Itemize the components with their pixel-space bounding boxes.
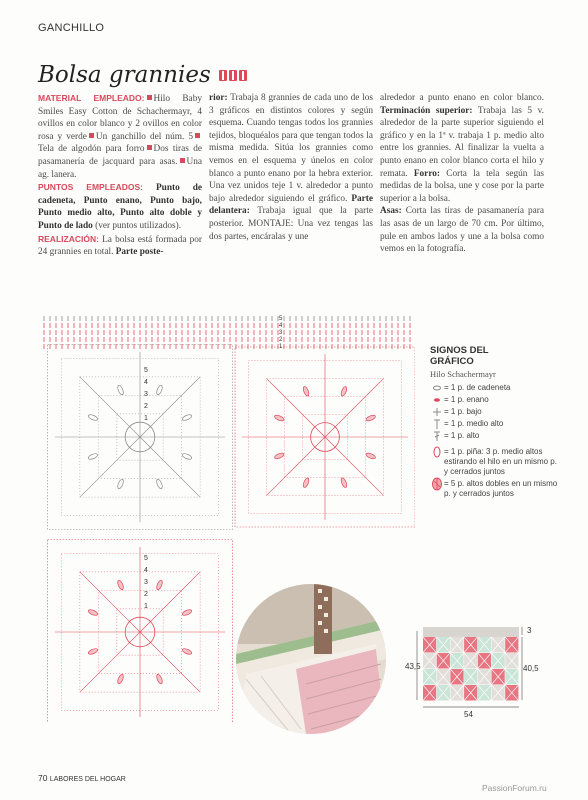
svg-text:5: 5 xyxy=(144,555,148,562)
svg-text:3: 3 xyxy=(279,330,283,336)
svg-text:3: 3 xyxy=(144,391,148,398)
legend-subtitle: Hilo Schachermayr xyxy=(430,369,496,379)
bullet-icon xyxy=(147,95,152,100)
material-text: Hilo Baby Smiles Easy Cotton de Schachermayr, 4 ovillos en color blanco y 2 ovillos en color rosa y verde xyxy=(38,94,202,142)
chain-stitch-icon xyxy=(430,383,444,393)
single-crochet-icon xyxy=(430,407,444,417)
col2-bold-1: rior: xyxy=(209,93,228,103)
bag-photo-image xyxy=(236,584,386,734)
heading-material: MATERIAL EMPLEADO: xyxy=(38,93,145,103)
double-crochet-icon xyxy=(430,431,444,441)
column-1 xyxy=(38,92,202,259)
puntos-text: Punto de cadeneta, Punto enano, Punto bajo, Punto medio alto, Punto alto doble y Punto de lado xyxy=(38,183,203,231)
watermark: PassionForum.ru xyxy=(482,783,547,793)
bullet-icon xyxy=(89,133,94,138)
page-number: 70 xyxy=(38,773,48,783)
schema-dim-top: 3 xyxy=(527,626,532,635)
col3-bold-4: Asas: xyxy=(380,206,402,217)
svg-text:4: 4 xyxy=(144,379,148,386)
column-3 xyxy=(380,92,544,256)
legend-item: = 1 p. medio alto xyxy=(430,419,560,429)
half-double-icon xyxy=(430,419,444,429)
section-label: GANCHILLO xyxy=(38,22,105,34)
legend-title-1: SIGNOS DEL xyxy=(430,345,489,356)
col2-text-1: Trabaja 8 grannies de cada uno de los 3 gráficos en distintos colores y según esquema. Cuando tengas todos los grannies tejidos, bloquéalos para que tengan todos la misma medida. Sitúa los grannies como vemos en el esquema y únelos en color blanco a punto enano por la hebra exterior. Una vez unidos teje 1 v. alrededor a punto bajo alrededor siguiendo el gráfico. xyxy=(209,93,374,204)
col3-text-2: Trabaja las 5 v. alrededor de la parte superior siguiendo el gráfico y en la 1ª v. trabaja 1 p. medio alto entre los grannies. Al finalizar la vuelta a punto enano en color blanco corta el hilo y remata. xyxy=(380,105,545,179)
bag-photo xyxy=(236,584,386,734)
col3-bold-2: Terminación superior: xyxy=(380,105,473,116)
col2-bold-2: Parte delantera: xyxy=(209,193,373,217)
realizacion-text: La bolsa está formada por 24 grannies en total. xyxy=(38,234,203,258)
material-text-4: Dos tiras de pasamanería de jacquard para asas. xyxy=(38,144,202,167)
svg-text:4: 4 xyxy=(144,567,148,574)
svg-text:1: 1 xyxy=(144,603,148,610)
legend-item: = 1 p. enano xyxy=(430,395,560,405)
heading-puntos: PUNTOS EMPLEADOS: xyxy=(38,182,143,193)
chart-top-border xyxy=(44,316,410,349)
chart-legend xyxy=(430,345,560,501)
schema-dim-right: 40,5 xyxy=(523,664,539,673)
heading-realizacion: REALIZACIÓN: xyxy=(38,233,99,244)
legend-item: = 1 p. alto xyxy=(430,431,560,441)
schema-dim-left: 43,5 xyxy=(405,662,421,671)
title-row xyxy=(38,62,247,88)
col3-text-1: alrededor a punto enano en color blanco. xyxy=(380,93,544,103)
svg-text:2: 2 xyxy=(279,337,283,343)
realizacion-bold: Parte poste- xyxy=(115,247,164,258)
granny-chart-grey xyxy=(48,345,233,530)
svg-text:5: 5 xyxy=(279,316,283,322)
legend-item: = 1 p. de cadeneta xyxy=(430,383,560,393)
material-text-3: Tela de algodón para forro xyxy=(38,144,145,155)
puff-stitch-icon xyxy=(430,447,444,457)
legend-item: = 1 p. bajo xyxy=(430,407,560,417)
svg-text:4: 4 xyxy=(279,323,283,329)
granny-chart-pink xyxy=(235,347,415,527)
legend-item: = 5 p. altos dobles en un mismo p. y cerrados juntos xyxy=(430,479,560,499)
bullet-icon xyxy=(147,145,152,150)
row-numbers xyxy=(144,316,283,610)
page-title: Bolsa grannies xyxy=(38,62,211,88)
svg-text:1: 1 xyxy=(144,415,148,422)
material-text-2: Un ganchillo del núm. 5 xyxy=(95,131,193,142)
page-footer xyxy=(38,773,126,783)
svg-text:2: 2 xyxy=(144,403,148,410)
cluster-icon xyxy=(430,479,444,489)
schema-grid xyxy=(423,627,519,701)
column-2 xyxy=(209,92,373,243)
col2-text-2: Trabaja igual que la parte posterior. MONTAJE: Una vez tengas las dos partes, encáralas y une xyxy=(209,206,373,242)
svg-text:1: 1 xyxy=(279,344,283,350)
bullet-icon xyxy=(180,158,185,163)
puntos-note: (ver puntos utilizados). xyxy=(95,220,182,231)
slip-stitch-icon xyxy=(430,395,444,405)
legend-item: = 1 p. piña: 3 p. medio altos estirando el hilo en un mismo p. y cerrados juntos xyxy=(430,447,560,477)
schema-dim-bottom: 54 xyxy=(464,710,473,719)
svg-text:2: 2 xyxy=(144,591,148,598)
bullet-icon xyxy=(195,133,200,138)
magazine-name: LABORES DEL HOGAR xyxy=(49,776,126,783)
svg-text:3: 3 xyxy=(144,579,148,586)
col3-bold-3: Forro: xyxy=(413,168,441,179)
assembly-schema xyxy=(405,625,545,725)
col3-text-3: Corta la tela según las medidas de la bolsa, une y cose por la parte superior a la bolsa. xyxy=(380,168,544,204)
legend-title-2: GRÁFICO xyxy=(430,356,474,367)
svg-text:5: 5 xyxy=(144,367,148,374)
col3-text-4: Corta las tiras de pasamanería para las asas de un largo de 70 cm. Por último, pule en ambos lados y une a la bolsa como vemos en la fotografía. xyxy=(380,206,544,255)
granny-chart-pink-bottom xyxy=(48,540,233,723)
difficulty-icon xyxy=(219,70,247,81)
material-text-5: Una ag. lanera. xyxy=(38,156,202,180)
